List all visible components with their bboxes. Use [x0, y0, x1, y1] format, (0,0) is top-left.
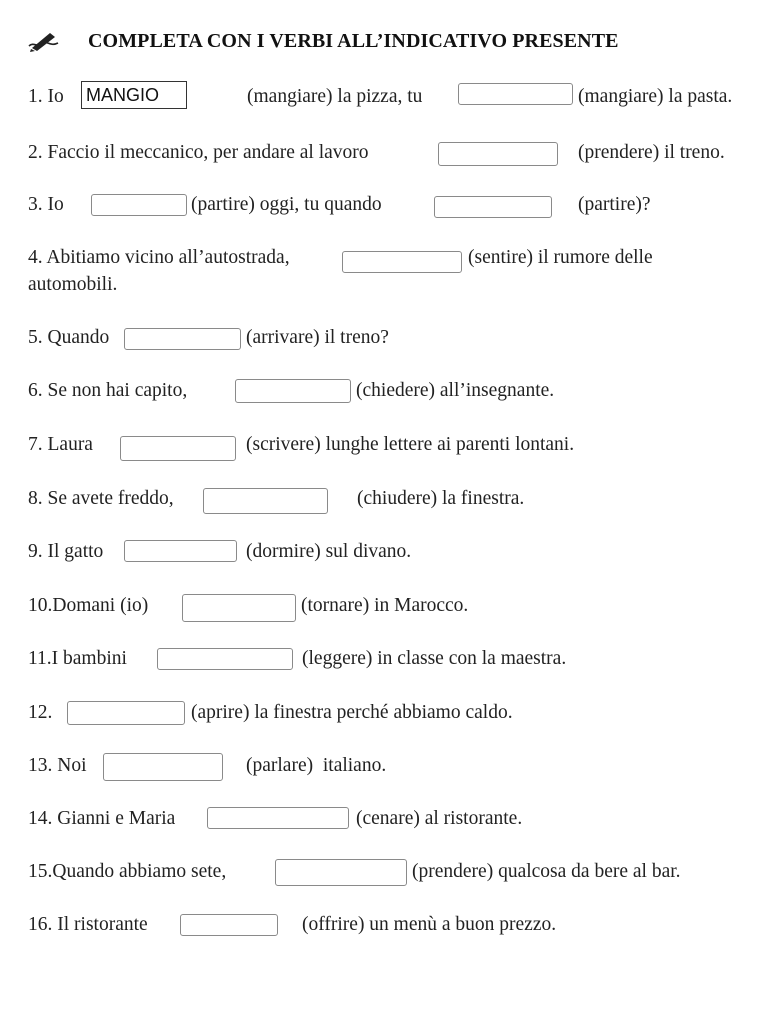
exercise-4-prompt: 4. Abitiamo vicino all’autostrada, [28, 247, 290, 268]
exercise-11-text: (leggere) in classe con la maestra. [302, 648, 567, 669]
answer-13-input[interactable] [103, 753, 223, 781]
answer-9-input[interactable] [124, 540, 237, 562]
page-title: COMPLETA CON I VERBI ALL’INDICATIVO PRESENTE [88, 29, 619, 52]
answer-16-input[interactable] [180, 914, 278, 936]
exercise-3-prompt: 3. Io [28, 194, 64, 215]
answer-3a-input[interactable] [91, 194, 187, 216]
exercise-1-prompt: 1. Io [28, 86, 64, 107]
exercise-4-text: (sentire) il rumore delle [468, 247, 653, 268]
exercise-15-prompt: 15.Quando abbiamo sete, [28, 861, 227, 882]
exercise-16-text: (offrire) un menù a buon prezzo. [302, 914, 557, 935]
answer-15-input[interactable] [275, 859, 407, 886]
exercise-6-prompt: 6. Se non hai capito, [28, 380, 188, 401]
answer-6-input[interactable] [235, 379, 351, 403]
exercise-11-prompt: 11.I bambini [28, 648, 127, 669]
exercise-15-text: (prendere) qualcosa da bere al bar. [412, 861, 681, 882]
answer-12-input[interactable] [67, 701, 185, 725]
exercise-16-prompt: 16. Il ristorante [28, 914, 148, 935]
answer-1b-input[interactable] [458, 83, 573, 105]
header [28, 28, 619, 54]
exercise-2-text: (prendere) il treno. [578, 142, 725, 163]
exercise-9-prompt: 9. Il gatto [28, 541, 104, 562]
exercise-4-text-cont: automobili. [28, 274, 118, 295]
exercise-7-prompt: 7. Laura [28, 434, 93, 455]
exercise-14-text: (cenare) al ristorante. [356, 808, 523, 829]
answer-3b-input[interactable] [434, 196, 552, 218]
exercise-7-text: (scrivere) lunghe lettere ai parenti lontani. [246, 434, 575, 455]
exercise-3-text-a: (partire) oggi, tu quando [191, 194, 382, 215]
exercise-2-prompt: 2. Faccio il meccanico, per andare al lavoro [28, 142, 369, 163]
exercise-10-text: (tornare) in Marocco. [301, 595, 469, 616]
exercise-5-prompt: 5. Quando [28, 327, 110, 348]
exercise-1-text-b: (mangiare) la pasta. [578, 86, 733, 107]
answer-8-input[interactable] [203, 488, 328, 514]
exercise-12-prompt: 12. [28, 702, 53, 723]
exercise-12-text: (aprire) la finestra perché abbiamo caldo. [191, 702, 513, 723]
exercise-3-text-b: (partire)? [578, 194, 651, 215]
exercise-13-prompt: 13. Noi [28, 755, 87, 776]
pen-writing-icon [28, 29, 62, 53]
answer-4-input[interactable] [342, 251, 462, 273]
answer-10-input[interactable] [182, 594, 296, 622]
answer-14-input[interactable] [207, 807, 349, 829]
answer-7-input[interactable] [120, 436, 236, 461]
answer-2-input[interactable] [438, 142, 558, 166]
exercise-9-text: (dormire) sul divano. [246, 541, 412, 562]
exercise-10-prompt: 10.Domani (io) [28, 595, 149, 616]
exercise-13-text: (parlare) italiano. [246, 755, 387, 776]
exercise-14-prompt: 14. Gianni e Maria [28, 808, 176, 829]
exercise-5-text: (arrivare) il treno? [246, 327, 389, 348]
exercise-4 [28, 245, 768, 301]
exercise-1-text-a: (mangiare) la pizza, tu [247, 86, 423, 107]
answer-1a-input[interactable] [81, 81, 187, 109]
answer-11-input[interactable] [157, 648, 293, 670]
exercise-8-text: (chiudere) la finestra. [357, 488, 525, 509]
answer-5-input[interactable] [124, 328, 241, 350]
exercise-8-prompt: 8. Se avete freddo, [28, 488, 174, 509]
exercise-6-text: (chiedere) all’insegnante. [356, 380, 555, 401]
